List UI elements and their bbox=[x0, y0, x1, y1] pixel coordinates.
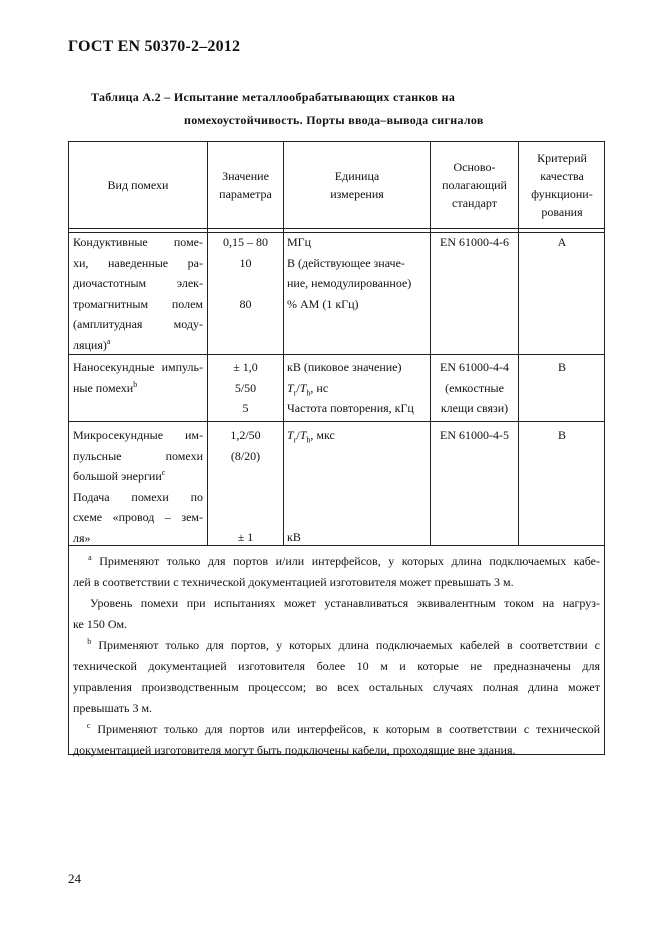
table-row-1-standard bbox=[431, 232, 518, 253]
cell-text: ные помехи bbox=[73, 380, 134, 395]
cell-text: Микросекундные им- bbox=[73, 428, 203, 442]
cell-text: диочастотным элек- bbox=[73, 276, 203, 290]
column-header-label: параметра bbox=[219, 187, 272, 201]
table-caption-line-2: помехоустойчивость. Порты ввода–вывода сигналов bbox=[184, 113, 484, 127]
cell-text: (емкостные bbox=[445, 380, 504, 395]
cell-text: МГц bbox=[287, 235, 312, 249]
cell-text: $T_r/T_h$, нс bbox=[287, 380, 329, 397]
cell-text: большой энергии bbox=[73, 469, 162, 483]
cell-text: кВ (пиковое значение) bbox=[287, 360, 402, 374]
immunity-table bbox=[68, 141, 605, 755]
cell-text: ля» bbox=[73, 530, 91, 545]
cell-text: 0,15 – 80 bbox=[223, 235, 268, 249]
note-a-level: Уровень помехи при испытаниях может устанавливаться эквивалентным током на нагруз- bbox=[90, 596, 600, 610]
table-row-1-unit bbox=[287, 232, 429, 314]
column-header-criterion bbox=[519, 142, 605, 228]
cell-text: (амплитудная моду- bbox=[73, 317, 203, 331]
table-row-1-type bbox=[73, 232, 203, 355]
table-row-1-value bbox=[208, 232, 283, 314]
cell-text: $T_r/T_h$, мкс bbox=[287, 428, 335, 445]
table-row-2-value bbox=[208, 357, 283, 419]
cell-text: 10 bbox=[239, 255, 252, 270]
cell-text: 1,2/50 bbox=[230, 428, 261, 442]
column-header-label: Критерий bbox=[537, 151, 587, 165]
note-c-text: документацией изготовителя могут быть подключены кабели, проходящие вне здания. bbox=[73, 743, 516, 757]
note-b-text: технической документацией изготовителя более 10 м и которые не предназначены для bbox=[73, 659, 600, 673]
column-header-value bbox=[208, 142, 283, 228]
table-row-3-standard bbox=[431, 425, 518, 446]
note-a-text: лей в соответствии с технической документацией изготовителя может превышать 3 м. bbox=[73, 575, 514, 589]
cell-text: Наносекундные импуль- bbox=[73, 360, 203, 374]
column-header-label: рования bbox=[541, 205, 583, 219]
column-header-label: Значение bbox=[222, 169, 269, 183]
cell-text: А bbox=[557, 235, 567, 249]
table-row-2-unit bbox=[287, 357, 429, 419]
column-header-label: функциони- bbox=[531, 187, 593, 201]
table-row-3-value-2 bbox=[208, 527, 283, 548]
cell-text: Кондуктивные поме- bbox=[73, 235, 203, 249]
footnote-mark: a bbox=[106, 336, 111, 346]
column-header-label: полагающий bbox=[442, 178, 507, 192]
cell-text: ± 1 bbox=[237, 530, 254, 544]
cell-text: пульсные помехи bbox=[73, 448, 203, 463]
cell-text: Частота повторения, кГц bbox=[287, 401, 414, 415]
table-row-2-type bbox=[73, 357, 203, 398]
footnote-mark: c bbox=[161, 468, 166, 477]
cell-text: схеме «провод – зем- bbox=[73, 510, 203, 524]
header-row-divider bbox=[69, 228, 604, 229]
document-number: ГОСТ EN 50370-2–2012 bbox=[68, 38, 241, 55]
cell-text: 80 bbox=[239, 296, 252, 311]
cell-text: хи, наведенные ра- bbox=[73, 255, 203, 270]
column-header-label: Единица bbox=[334, 169, 380, 183]
table-row-3-type bbox=[73, 425, 203, 548]
cell-text: (8/20) bbox=[230, 448, 261, 463]
cell-text: тромагнитным полем bbox=[73, 296, 203, 311]
table-notes bbox=[73, 551, 600, 761]
note-b-text: управления производственным процессом; во всех остальных случаях полная длина может bbox=[73, 680, 600, 694]
table-row-3-unit-2 bbox=[287, 527, 429, 548]
cell-text: кВ bbox=[287, 530, 301, 544]
table-caption-line-1: Таблица А.2 – Испытание металлообрабатывающих станков на bbox=[91, 90, 456, 104]
note-b: $^b$ Применяют только для портов, у которых длина подключаемых кабелей в соответствии с bbox=[87, 637, 600, 652]
column-header-unit bbox=[284, 142, 430, 228]
note-b-text: превышать 3 м. bbox=[73, 701, 153, 715]
cell-text bbox=[208, 273, 283, 294]
note-a-text: ке 150 Ом. bbox=[73, 617, 128, 631]
table-row-3-unit bbox=[287, 425, 429, 446]
column-header-label: качества bbox=[540, 169, 584, 183]
table-row-2-criterion bbox=[519, 357, 605, 378]
table-row-3-criterion bbox=[519, 425, 605, 446]
note-c: $^c$ Применяют только для портов или интерфейсов, к которым в соответствии с технической bbox=[86, 721, 600, 736]
note-a: $^a$ Применяют только для портов и/или интерфейсов, у которых длина подключаемых кабе- bbox=[88, 553, 600, 568]
cell-text: В bbox=[557, 360, 566, 374]
cell-text: В (действующее значе- bbox=[287, 255, 405, 270]
footnote-mark: b bbox=[133, 379, 138, 389]
cell-text: 5 bbox=[242, 401, 249, 415]
cell-text: В bbox=[557, 428, 566, 442]
table-row-2-standard bbox=[431, 357, 518, 419]
cell-text: ± 1,0 bbox=[233, 360, 258, 374]
cell-text: EN 61000-4-5 bbox=[440, 428, 509, 442]
column-header-label: Осново- bbox=[453, 160, 496, 174]
column-header-label: стандарт bbox=[452, 196, 497, 210]
column-header-type bbox=[69, 142, 207, 228]
table-row-1-criterion bbox=[519, 232, 605, 253]
page-number: 24 bbox=[68, 871, 81, 886]
column-header-label: Вид помехи bbox=[107, 178, 169, 192]
cell-text: % АМ (1 кГц) bbox=[287, 296, 359, 311]
cell-text: EN 61000-4-6 bbox=[440, 235, 509, 249]
cell-text: EN 61000-4-4 bbox=[440, 360, 509, 374]
column-header-label: измерения bbox=[330, 187, 384, 201]
row-divider bbox=[69, 421, 604, 422]
cell-text: Подача помехи по bbox=[73, 489, 203, 504]
cell-text: ние, немодулированное) bbox=[287, 276, 412, 290]
cell-text: ляция) bbox=[73, 337, 107, 352]
column-header-standard bbox=[431, 142, 518, 228]
cell-text: 5/50 bbox=[234, 380, 257, 395]
table-row-3-value bbox=[208, 425, 283, 466]
cell-text: клещи связи) bbox=[440, 401, 509, 415]
